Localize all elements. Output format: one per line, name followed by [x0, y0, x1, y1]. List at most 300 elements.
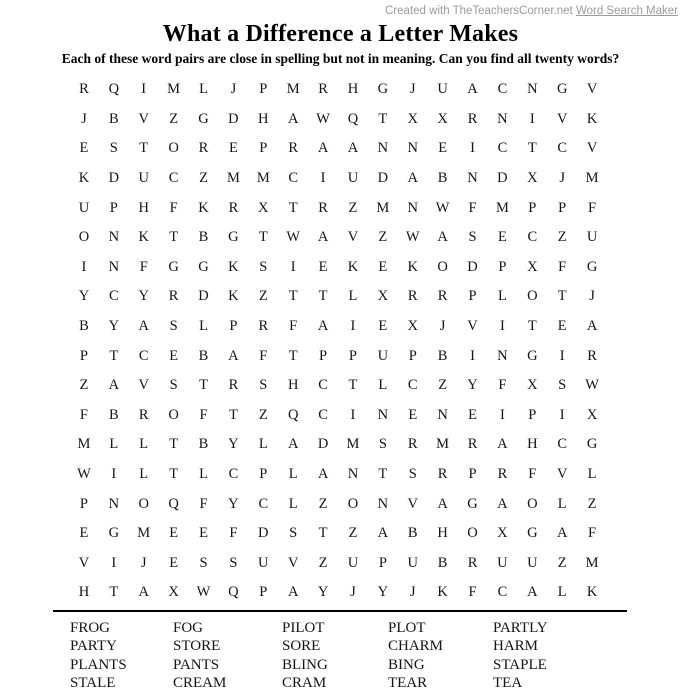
grid-cell: B: [198, 229, 209, 246]
grid-cell: G: [228, 229, 239, 246]
grid-cell: S: [109, 140, 118, 157]
grid-cell: O: [437, 258, 448, 275]
word-list-item: PARTLY: [493, 620, 548, 636]
grid-cell: G: [586, 436, 598, 453]
grid-cell: P: [79, 347, 88, 364]
grid-cell: Z: [79, 377, 89, 394]
grid-cell: U: [497, 554, 508, 571]
grid-cell: R: [258, 318, 269, 335]
grid-cell: V: [347, 229, 359, 246]
grid-cell: N: [467, 170, 478, 187]
grid-cell: E: [169, 554, 179, 571]
grid-cell: T: [527, 318, 537, 335]
grid-cell: X: [258, 199, 269, 216]
grid-cell: U: [78, 199, 90, 216]
grid-cell: P: [259, 466, 268, 483]
grid-cell: H: [347, 81, 359, 98]
grid-cell: X: [377, 288, 389, 305]
grid-cell: M: [256, 170, 270, 187]
grid-cell: T: [139, 140, 149, 157]
grid-cell: Y: [228, 436, 239, 453]
grid-cell: B: [79, 318, 89, 335]
word-list-item: PLOT: [388, 620, 426, 636]
grid-cell: Y: [377, 584, 389, 601]
grid-cell: W: [435, 199, 450, 216]
grid-cell: O: [168, 406, 179, 423]
grid-cell: Y: [317, 584, 329, 601]
grid-cell: N: [377, 140, 389, 157]
grid-cell: A: [437, 495, 448, 512]
word-list-column: [173, 619, 226, 693]
grid-cell: V: [586, 140, 598, 157]
grid-cell: K: [586, 584, 598, 601]
grid-cell: U: [258, 554, 269, 571]
grid-cell: V: [586, 81, 598, 98]
grid-cell: R: [497, 466, 508, 483]
grid-cell: B: [109, 110, 119, 127]
grid-cell: P: [558, 199, 567, 216]
grid-cell: Q: [287, 406, 299, 423]
grid-cell: S: [378, 436, 387, 453]
grid-cell: T: [318, 525, 328, 542]
grid-cell: G: [168, 258, 179, 275]
grid-cell: G: [108, 525, 120, 542]
grid-cell: S: [259, 258, 268, 275]
grid-cell: P: [348, 347, 357, 364]
grid-cell: R: [587, 347, 597, 364]
grid-cell: C: [318, 406, 328, 423]
grid-cell: P: [79, 495, 88, 512]
grid-cell: M: [137, 525, 151, 542]
grid-cell: I: [559, 406, 565, 423]
grid-cell: T: [109, 584, 119, 601]
grid-cell: V: [78, 554, 90, 571]
grid-cell: A: [138, 584, 149, 601]
grid-cell: M: [167, 81, 181, 98]
grid-cell: N: [108, 258, 120, 275]
word-list-item: HARM: [493, 638, 539, 655]
grid-cell: P: [528, 406, 537, 423]
grid-cell: T: [258, 229, 268, 246]
grid-cell: U: [407, 554, 418, 571]
grid-cell: G: [527, 525, 538, 542]
grid-cell: C: [497, 584, 508, 601]
grid-cell: R: [228, 199, 239, 216]
grid-cell: Z: [557, 554, 567, 571]
grid-cell: F: [498, 377, 507, 394]
grid-cell: O: [467, 525, 478, 542]
grid-cell: F: [528, 466, 537, 483]
grid-cell: A: [287, 436, 299, 453]
attribution-text: Created with TheTeachersCorner.net: [385, 5, 576, 17]
grid-cell: O: [347, 495, 359, 512]
grid-cell: E: [557, 318, 567, 335]
grid-cell: K: [407, 258, 418, 275]
grid-cell: L: [109, 436, 119, 453]
grid-cell: P: [468, 288, 477, 305]
grid-cell: F: [468, 199, 477, 216]
grid-cell: L: [139, 466, 149, 483]
grid-cell: S: [199, 554, 208, 571]
grid-cell: D: [497, 170, 508, 187]
grid-cell: Y: [108, 318, 120, 335]
grid-cell: C: [497, 81, 508, 98]
grid-cell: L: [557, 584, 567, 601]
page-subtitle: Each of these word pairs are close in spelling but not in meaning. Can you find all twenty words?: [61, 51, 620, 66]
grid-cell: S: [289, 525, 298, 542]
word-list-column: [388, 619, 443, 693]
grid-cell: V: [556, 466, 568, 483]
grid-cell: U: [586, 229, 598, 246]
grid-cell: M: [436, 436, 450, 453]
grid-cell: H: [437, 525, 448, 542]
grid-cell: E: [79, 525, 89, 542]
grid-cell: P: [528, 199, 537, 216]
grid-cell: T: [318, 288, 328, 305]
word-list-item: FROG: [70, 620, 111, 636]
grid-cell: Q: [108, 81, 120, 98]
grid-cell: L: [288, 466, 298, 483]
grid-cell: N: [497, 347, 508, 364]
grid-cell: T: [288, 288, 298, 305]
grid-cell: D: [317, 436, 329, 453]
grid-cell: N: [377, 495, 389, 512]
grid-cell: Y: [467, 377, 478, 394]
grid-cell: M: [495, 199, 509, 216]
word-search-maker-link[interactable]: Word Search Maker: [575, 5, 678, 17]
grid-cell: T: [527, 140, 537, 157]
grid-cell: C: [138, 347, 149, 364]
grid-cell: Z: [169, 110, 179, 127]
grid-cell: O: [527, 288, 538, 305]
grid-cell: F: [139, 258, 148, 275]
grid-cell: G: [198, 258, 209, 275]
grid-cell: K: [228, 258, 239, 275]
grid-cell: A: [527, 584, 538, 601]
word-list-item: SORE: [282, 638, 321, 655]
grid-cell: X: [168, 584, 179, 601]
grid-cell: V: [467, 318, 478, 335]
grid-cell: E: [378, 258, 388, 275]
grid-cell: B: [407, 525, 418, 542]
grid-cell: T: [199, 377, 208, 394]
divider: [53, 610, 627, 612]
word-list-column: [493, 619, 548, 693]
grid-cell: A: [287, 584, 299, 601]
grid-cell: I: [320, 170, 326, 187]
grid-cell: A: [228, 347, 239, 364]
grid-cell: D: [467, 258, 478, 275]
grid-cell: X: [437, 110, 448, 127]
grid-cell: X: [527, 170, 538, 187]
grid-cell: N: [497, 110, 508, 127]
grid-cell: N: [108, 229, 120, 246]
grid-cell: J: [140, 554, 147, 571]
word-list-column: [70, 619, 127, 693]
grid-cell: K: [228, 288, 239, 305]
grid-cell: I: [350, 406, 356, 423]
grid-cell: I: [141, 81, 147, 98]
grid-cell: P: [259, 584, 268, 601]
grid-cell: A: [138, 318, 149, 335]
grid-cell: Z: [318, 554, 328, 571]
grid-cell: E: [79, 140, 89, 157]
grid-cell: L: [288, 495, 298, 512]
grid-cell: E: [318, 258, 328, 275]
grid-cell: Y: [228, 495, 239, 512]
grid-cell: V: [407, 495, 418, 512]
grid-cell: H: [138, 199, 149, 216]
grid-cell: A: [347, 140, 359, 157]
grid-cell: N: [377, 406, 389, 423]
word-list-item: TEA: [493, 675, 523, 692]
grid-cell: L: [348, 288, 358, 305]
grid-cell: U: [138, 170, 149, 187]
grid-cell: R: [288, 140, 299, 157]
grid-cell: E: [199, 525, 208, 542]
grid-cell: T: [378, 110, 388, 127]
grid-cell: C: [557, 436, 568, 453]
grid-cell: F: [588, 199, 597, 216]
grid-cell: F: [289, 318, 298, 335]
grid-cell: U: [347, 554, 359, 571]
grid-cell: V: [556, 110, 568, 127]
grid-cell: R: [168, 288, 179, 305]
grid-cell: Z: [557, 229, 567, 246]
grid-cell: J: [409, 81, 416, 98]
word-list-column: [282, 619, 328, 693]
grid-cell: Z: [378, 229, 388, 246]
word-list: [0, 619, 681, 700]
grid-cell: Z: [258, 406, 268, 423]
grid-cell: T: [109, 347, 119, 364]
grid-cell: O: [78, 229, 90, 246]
grid-cell: B: [198, 436, 209, 453]
grid-cell: D: [228, 110, 239, 127]
grid-cell: N: [527, 81, 538, 98]
word-list-item: STALE: [70, 675, 116, 692]
grid-cell: T: [288, 347, 298, 364]
grid-cell: Q: [168, 495, 179, 512]
grid-cell: A: [556, 525, 568, 542]
grid-cell: D: [198, 288, 209, 305]
grid-cell: A: [377, 525, 389, 542]
grid-cell: Z: [318, 495, 328, 512]
word-list-item: BLING: [282, 656, 328, 673]
grid-cell: T: [348, 377, 358, 394]
grid-cell: J: [589, 288, 595, 305]
grid-cell: B: [437, 170, 448, 187]
grid-cell: G: [198, 110, 209, 127]
grid-cell: C: [527, 229, 538, 246]
word-list-item: STAPLE: [493, 656, 547, 673]
grid-cell: R: [407, 288, 418, 305]
grid-cell: Z: [199, 170, 208, 187]
grid-cell: T: [378, 466, 388, 483]
grid-cell: A: [497, 436, 508, 453]
grid-cell: C: [288, 170, 299, 187]
grid-cell: O: [168, 140, 179, 157]
grid-cell: J: [81, 110, 87, 127]
grid-cell: I: [499, 318, 505, 335]
grid-cell: T: [169, 436, 179, 453]
grid-cell: B: [109, 406, 119, 423]
grid-cell: K: [198, 199, 209, 216]
grid-cell: I: [529, 110, 535, 127]
grid-cell: B: [437, 554, 448, 571]
grid-cell: L: [378, 377, 388, 394]
grid-cell: G: [527, 347, 538, 364]
grid-cell: M: [226, 170, 240, 187]
grid-cell: R: [138, 406, 149, 423]
grid-cell: P: [259, 81, 268, 98]
grid-cell: R: [467, 436, 478, 453]
grid-cell: L: [258, 436, 268, 453]
grid-cell: M: [585, 170, 599, 187]
grid-cell: W: [77, 466, 91, 483]
grid-cell: R: [79, 81, 89, 98]
grid-cell: W: [405, 229, 420, 246]
grid-cell: W: [286, 229, 301, 246]
word-list-item: PLANTS: [70, 656, 127, 673]
grid-cell: P: [468, 466, 477, 483]
grid-cell: C: [407, 377, 418, 394]
grid-cell: P: [408, 347, 417, 364]
grid-cell: U: [347, 170, 359, 187]
grid-cell: K: [347, 258, 359, 275]
grid-cell: S: [468, 229, 477, 246]
grid-cell: I: [559, 347, 565, 364]
grid-cell: Z: [587, 495, 597, 512]
grid-cell: C: [557, 140, 568, 157]
grid-cell: C: [258, 495, 269, 512]
grid-cell: A: [108, 377, 120, 394]
grid-cell: R: [437, 288, 448, 305]
word-list-item: TEAR: [388, 675, 428, 692]
grid-cell: M: [286, 81, 300, 98]
grid-cell: L: [199, 318, 208, 335]
grid-cell: Y: [78, 288, 90, 305]
grid-cell: C: [318, 377, 328, 394]
grid-cell: L: [199, 81, 208, 98]
word-list-item: PARTY: [70, 638, 117, 655]
grid-cell: K: [138, 229, 149, 246]
grid-cell: C: [168, 170, 179, 187]
grid-cell: F: [79, 406, 88, 423]
grid-cell: E: [169, 347, 179, 364]
grid-cell: I: [111, 554, 117, 571]
word-list-item: CREAM: [173, 675, 227, 692]
grid-cell: N: [108, 495, 120, 512]
grid-cell: S: [229, 554, 238, 571]
grid-cell: Y: [138, 288, 149, 305]
grid-cell: F: [259, 347, 268, 364]
grid-cell: J: [439, 318, 446, 335]
grid-cell: F: [468, 584, 477, 601]
grid-cell: O: [527, 495, 538, 512]
grid-cell: W: [585, 377, 599, 394]
grid-cell: A: [317, 318, 329, 335]
grid-cell: K: [586, 110, 598, 127]
grid-cell: D: [108, 170, 120, 187]
grid-cell: J: [230, 81, 237, 98]
grid-cell: F: [199, 495, 208, 512]
grid-cell: E: [228, 140, 238, 157]
grid-cell: P: [229, 318, 238, 335]
grid-cell: R: [467, 110, 478, 127]
grid-cell: V: [287, 554, 299, 571]
grid-cell: O: [138, 495, 149, 512]
letter-grid: [69, 75, 607, 608]
grid-cell: P: [498, 258, 507, 275]
grid-cell: R: [198, 140, 209, 157]
grid-cell: P: [109, 199, 118, 216]
grid-cell: A: [317, 140, 329, 157]
grid-cell: N: [437, 406, 448, 423]
word-list-item: FOG: [173, 620, 204, 636]
grid-cell: I: [111, 466, 117, 483]
grid-cell: U: [527, 554, 538, 571]
page-title: What a Difference a Letter Makes: [162, 21, 519, 47]
grid-cell: E: [169, 525, 179, 542]
grid-cell: Q: [347, 110, 359, 127]
grid-cell: B: [437, 347, 448, 364]
grid-cell: T: [169, 229, 179, 246]
grid-cell: C: [497, 140, 508, 157]
grid-cell: I: [499, 406, 505, 423]
grid-cell: W: [316, 110, 330, 127]
grid-cell: E: [438, 140, 448, 157]
grid-cell: F: [169, 199, 178, 216]
grid-cell: D: [258, 525, 269, 542]
grid-cell: R: [467, 554, 478, 571]
grid-cell: T: [557, 288, 567, 305]
grid-cell: X: [407, 110, 418, 127]
word-list-item: CRAM: [282, 675, 327, 692]
grid-cell: S: [169, 377, 178, 394]
grid-cell: T: [228, 406, 238, 423]
grid-cell: C: [228, 466, 239, 483]
grid-cell: A: [317, 229, 329, 246]
grid-cell: P: [319, 347, 328, 364]
grid-cell: W: [196, 584, 211, 601]
grid-cell: S: [259, 377, 268, 394]
attribution: [385, 5, 678, 17]
grid-cell: U: [437, 81, 448, 98]
grid-cell: Z: [438, 377, 448, 394]
grid-cell: I: [81, 258, 87, 275]
grid-cell: R: [228, 377, 239, 394]
grid-cell: E: [468, 406, 477, 423]
grid-cell: G: [586, 258, 598, 275]
grid-cell: G: [377, 81, 389, 98]
grid-cell: I: [350, 318, 356, 335]
grid-cell: Z: [258, 288, 268, 305]
grid-cell: R: [318, 199, 328, 216]
grid-cell: M: [376, 199, 390, 216]
word-list-item: PILOT: [282, 620, 325, 636]
grid-cell: F: [229, 525, 238, 542]
grid-cell: K: [78, 170, 90, 187]
grid-cell: R: [437, 466, 448, 483]
grid-cell: N: [407, 140, 418, 157]
grid-cell: M: [346, 436, 360, 453]
grid-cell: D: [377, 170, 389, 187]
grid-cell: A: [586, 318, 598, 335]
grid-cell: U: [377, 347, 389, 364]
word-list-item: PANTS: [173, 656, 220, 673]
grid-cell: A: [317, 466, 329, 483]
